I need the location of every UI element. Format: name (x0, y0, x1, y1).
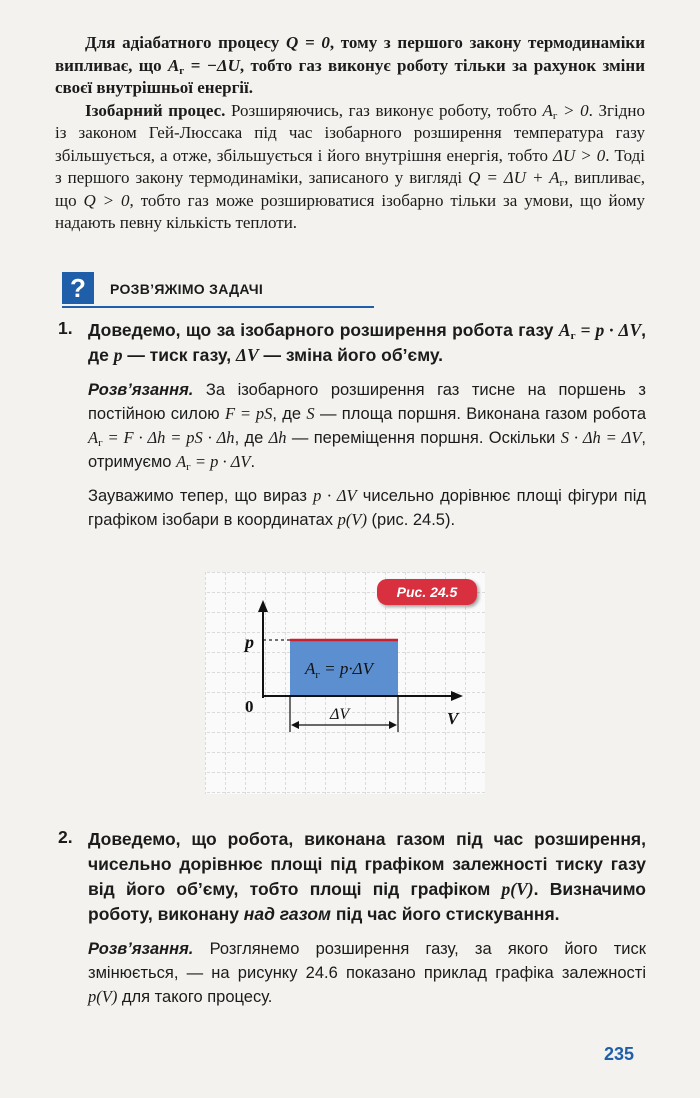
area-formula: $A_г = p\cdot\Delta V$ (305, 659, 373, 681)
section-title: РОЗВ’ЯЖІМО ЗАДАЧІ (110, 281, 264, 297)
task-solution: Розв’язання. Розглянемо розширення газу, за якого його тиск змінюється, — на рисунку 24.6 показано приклад графіка залежності p(V) для такого процесу. (88, 940, 646, 1006)
axis-x-label: V (447, 709, 459, 728)
page-number: 235 (604, 1044, 635, 1064)
section-header (62, 272, 374, 308)
question-icon: ? (62, 272, 94, 304)
task-number: 1. (58, 318, 73, 338)
isobaric-title: Ізобарний процес. (85, 100, 226, 120)
isobaric-paragraph: Ізобарний процес. Розширяючись, газ виконує роботу, тобто $A_г > 0$. Згідно із законом Гей-Люссака під час ізобарного розширення температура газу збільшується, а отже, збільшується і його внутрішня енергія, тобто ΔU > 0. Тоді з першого закону термодинаміки, записаного у вигляді $Q = \Delta U + A_г$, випливає, що Q > 0, тобто газ може розширюватися ізобарно тільки за умови, що йому надають певну кількість теплоти. (55, 100, 646, 232)
solution-label: Розв’язання. (88, 381, 194, 399)
adiabatic-paragraph: Для адіабатного процесу Q = 0, тому з першого закону термодинаміки випливає, що $A_г = -\Delta U$, тобто газ виконує роботу тільки за рахунок зміни своєї внутрішньої енергії. (55, 33, 646, 97)
task-statement: Доведемо, що робота, виконана газом під час розширення, чисельно дорівнює площі під графіком залежності тиску газу від його об’єму, тобто площі під графіком p(V). Визначимо роботу, виконану над газом під час його стискування. (88, 829, 646, 924)
task-solution: Розв’язання. За ізобарного розширення газ тисне на поршень з постійною силою F = pS, де S — площа поршня. Виконана газом робота $A_г = F \cdot \Delta h$ = pS · Δh, де Δh — переміщення поршня. Оскільки S · Δh = ΔV, отримуємо $A_г = p \cdot \Delta V$. (88, 381, 647, 473)
dv-label: ΔV (330, 706, 350, 723)
origin-label: 0 (245, 697, 254, 716)
task-statement: Доведемо, що за ізобарного розширення робота газу $A_г = p \cdot \Delta V$, де p — тиск газу, ΔV — зміна його об’єму. (88, 320, 646, 365)
intro-text (55, 32, 645, 235)
solution-label: Розв’язання. (88, 940, 194, 958)
task-note: Зауважимо тепер, що вираз p · ΔV чисельно дорівнює площі фігури під графіком ізобари в координатах p(V) (рис. 24.5). (88, 486, 646, 529)
axis-y-label: p (245, 632, 254, 652)
task-number: 2. (58, 827, 73, 847)
task-2 (58, 827, 646, 1009)
figure-label: Рис. 24.5 (377, 579, 477, 605)
figure-24-5 (205, 572, 485, 794)
task-1 (58, 318, 646, 532)
